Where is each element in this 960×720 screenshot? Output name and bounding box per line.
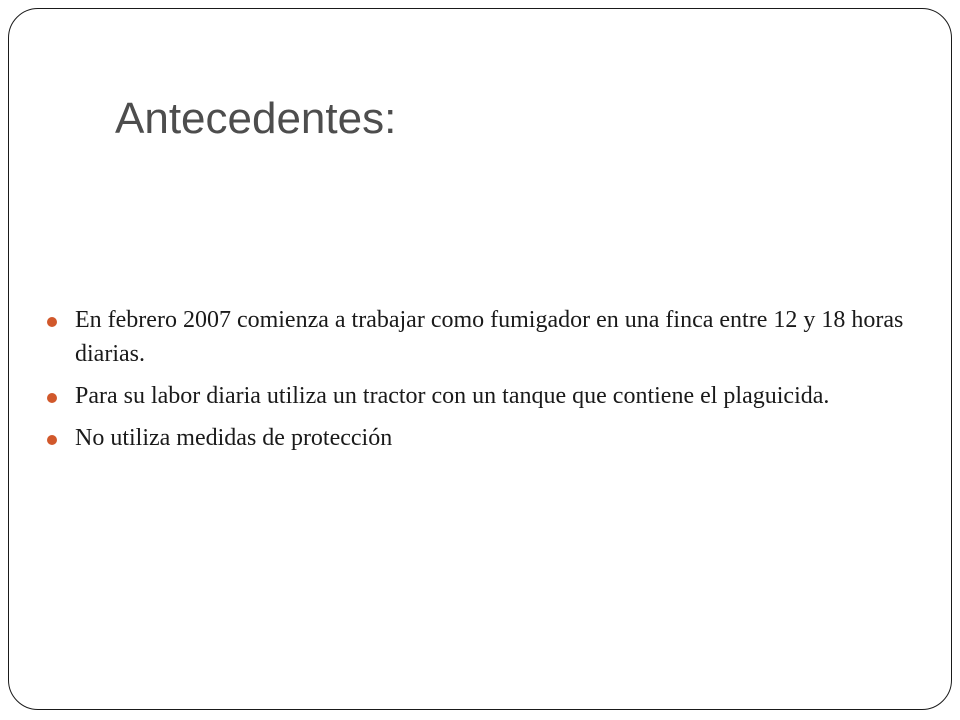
- bullet-item: [47, 379, 927, 413]
- bullet-dot-icon: [47, 317, 57, 327]
- slide: [8, 8, 952, 710]
- bullet-text: No utiliza medidas de protección: [75, 425, 393, 451]
- slide-title: Antecedentes:: [115, 94, 397, 143]
- bullet-item: [47, 303, 927, 371]
- bullet-text: En febrero 2007 comienza a trabajar como fumigador en una finca entre 12 y 18 horas diarias.: [75, 307, 904, 367]
- bullet-list: [47, 303, 927, 463]
- bullet-text: Para su labor diaria utiliza un tractor con un tanque que contiene el plaguicida.: [75, 383, 830, 409]
- bullet-dot-icon: [47, 435, 57, 445]
- bullet-dot-icon: [47, 393, 57, 403]
- bullet-item: [47, 421, 927, 455]
